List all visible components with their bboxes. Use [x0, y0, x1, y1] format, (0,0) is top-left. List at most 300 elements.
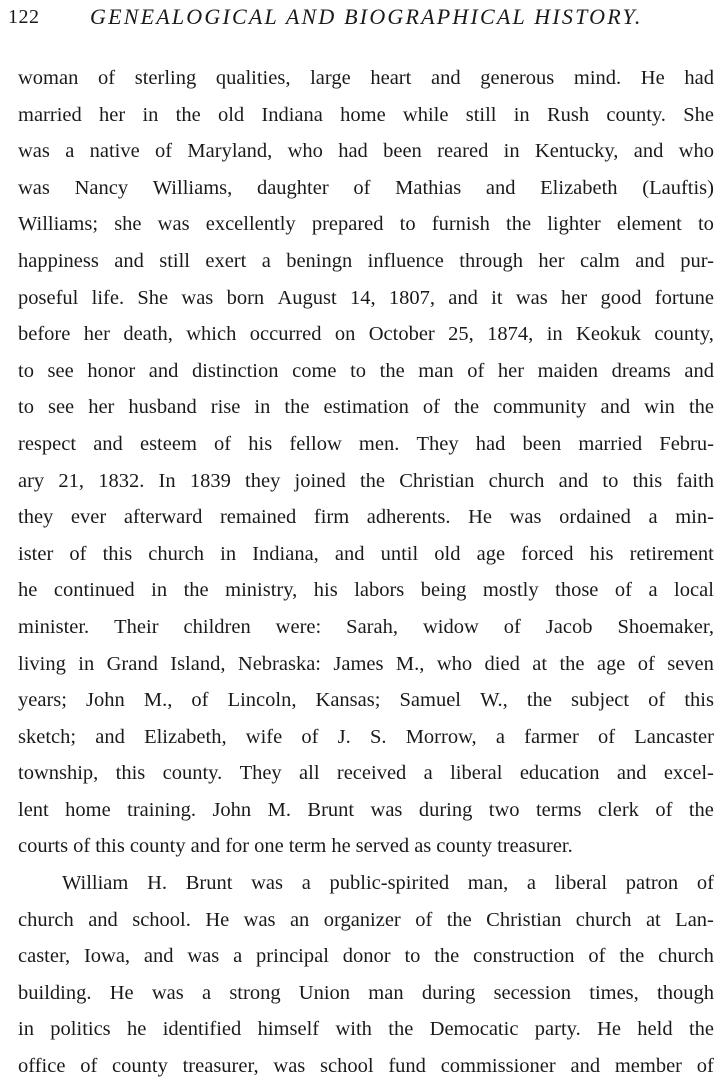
word: was: [187, 945, 220, 968]
text-line: [18, 975, 714, 1012]
word: He: [205, 908, 230, 931]
text-line: [18, 938, 714, 975]
word: local: [674, 579, 714, 602]
text-line: [18, 316, 714, 353]
word: married: [18, 103, 82, 126]
word: public-spirited: [329, 872, 450, 895]
word: a: [648, 506, 658, 529]
word: S.: [369, 725, 387, 748]
word: Brunt: [307, 798, 355, 821]
word: and: [633, 140, 664, 163]
word: Island,: [170, 652, 226, 675]
word: Elizabeth,: [144, 725, 227, 748]
text-line: [18, 792, 714, 829]
word: this: [632, 469, 663, 492]
word: August: [277, 286, 337, 309]
word: W.,: [480, 689, 508, 712]
word: labors: [354, 579, 405, 602]
word: woman: [18, 67, 79, 89]
word: county: [112, 1055, 168, 1078]
word: they: [245, 469, 281, 492]
text-line: [18, 133, 714, 170]
word: They: [416, 432, 459, 455]
word: Indiana: [261, 103, 323, 126]
text-line: [18, 719, 714, 756]
word: ministry,: [225, 579, 298, 602]
word: church: [658, 945, 714, 968]
word: distinction: [191, 359, 279, 382]
word: and: [600, 396, 631, 419]
word: the: [506, 213, 532, 236]
word: Maryland,: [187, 140, 273, 163]
word: in: [546, 323, 563, 346]
word: age: [596, 652, 626, 675]
word: her: [497, 359, 525, 382]
word: M.,: [395, 652, 425, 675]
word: and: [334, 542, 365, 565]
word: his: [589, 542, 614, 565]
word: of: [588, 945, 606, 968]
word: a: [301, 872, 311, 895]
word: 1839: [189, 469, 231, 492]
word: in: [151, 579, 168, 602]
word: Union: [298, 981, 351, 1004]
word: 1832.: [98, 469, 145, 492]
word: He: [109, 981, 134, 1004]
text-line: [18, 389, 714, 426]
word: to: [18, 359, 34, 382]
word: of: [69, 542, 87, 565]
word: Lan-: [675, 908, 714, 931]
word: his: [248, 432, 273, 455]
word: received: [336, 762, 407, 785]
word: of: [696, 1055, 714, 1078]
word: men.: [358, 432, 400, 455]
word: ever: [70, 506, 107, 529]
word: she: [114, 213, 142, 236]
word: Their: [114, 615, 159, 638]
word: of: [655, 798, 673, 821]
word: years;: [18, 689, 67, 712]
word: were:: [275, 615, 322, 638]
word: who: [678, 140, 714, 163]
word: born: [226, 286, 265, 309]
word: a: [65, 140, 75, 163]
word: the: [688, 1018, 714, 1041]
word: and: [114, 249, 144, 272]
word: married: [578, 432, 643, 455]
text-line: [18, 1048, 714, 1085]
word: still: [465, 103, 497, 126]
word: terms: [535, 798, 582, 821]
word: organizer: [323, 908, 401, 931]
word: this: [684, 689, 714, 712]
word: remained: [219, 506, 297, 529]
word: October: [368, 323, 435, 346]
text-line: [18, 97, 714, 134]
word: and: [95, 725, 125, 748]
word: and: [148, 359, 179, 382]
word: M.: [267, 798, 291, 821]
word: Shoemaker,: [617, 615, 714, 638]
word: man,: [467, 872, 509, 895]
text-line: [18, 353, 714, 390]
text-line: [18, 828, 714, 865]
text-line: [18, 426, 714, 463]
word: firm: [313, 506, 350, 529]
word: Nebraska:: [237, 652, 321, 675]
text-line: [18, 646, 714, 683]
word: husband: [128, 396, 197, 419]
word: county.: [606, 103, 666, 126]
word: Nancy: [74, 176, 129, 199]
text-line: [18, 902, 714, 939]
word: this: [115, 762, 146, 785]
word: those: [555, 579, 599, 602]
word: to: [602, 469, 619, 492]
word: church: [148, 542, 205, 565]
word: Kentucky,: [534, 140, 619, 163]
word: been: [522, 432, 562, 455]
word: sterling: [134, 67, 197, 89]
word: was: [18, 140, 50, 163]
word: held: [637, 1018, 673, 1041]
word: in: [220, 542, 237, 565]
word: and: [93, 432, 123, 455]
word: James: [333, 652, 384, 675]
word: wife: [245, 725, 283, 748]
word: her: [83, 323, 110, 346]
word: man: [368, 981, 404, 1004]
word: old: [434, 542, 461, 565]
word: and: [558, 469, 589, 492]
word: school.: [132, 908, 191, 931]
word: of: [98, 67, 116, 89]
word: min-: [675, 506, 714, 529]
running-title: GENEALOGICAL AND BIOGRAPHICAL HISTORY.: [90, 4, 643, 29]
word: of: [301, 725, 319, 748]
word: joined: [294, 469, 346, 492]
word: and: [430, 67, 461, 89]
word: still: [159, 249, 190, 272]
word: H.: [147, 872, 167, 895]
word: 1874,: [487, 323, 534, 346]
word: daughter: [256, 176, 329, 199]
word: Mathias: [395, 176, 462, 199]
word: at: [645, 908, 661, 931]
word: her: [538, 249, 565, 272]
word: retirement: [629, 542, 714, 565]
word: She: [137, 286, 169, 309]
word: on: [334, 323, 356, 346]
word: had: [338, 140, 368, 163]
word: living: [18, 652, 66, 675]
word: and: [616, 762, 647, 785]
word: his: [313, 579, 338, 602]
word: continued: [53, 579, 135, 602]
word: in: [142, 103, 159, 126]
word: courts: [18, 835, 69, 858]
text-line: [18, 609, 714, 646]
word: minister.: [18, 615, 90, 638]
word: in: [18, 1018, 34, 1041]
word: death,: [123, 323, 173, 346]
word: the: [688, 798, 714, 821]
word: construction: [473, 945, 575, 968]
word: He: [640, 67, 665, 89]
word: J.: [337, 725, 351, 748]
word: lent: [18, 798, 49, 821]
word: to: [18, 396, 34, 419]
body-text: [18, 60, 714, 1085]
word: of: [503, 615, 521, 638]
word: In: [158, 469, 176, 492]
word: and: [684, 359, 714, 382]
word: She: [683, 103, 714, 126]
word: though: [657, 981, 714, 1004]
word: life.: [91, 286, 125, 309]
word: caster,: [18, 945, 71, 968]
text-line: [18, 572, 714, 609]
word: clerk: [597, 798, 639, 821]
word: was: [509, 506, 542, 529]
word: and: [190, 835, 221, 858]
word: ister: [18, 542, 54, 565]
word: Jacob: [545, 615, 593, 638]
word: (Lauftis): [642, 176, 714, 199]
word: come: [292, 359, 337, 382]
word: through: [459, 249, 524, 272]
word: ordained: [559, 506, 631, 529]
word: party.: [534, 1018, 581, 1041]
word: an: [289, 908, 310, 931]
text-line: [18, 682, 714, 719]
word: mostly: [482, 579, 539, 602]
text-line: [18, 280, 714, 317]
page-header: [8, 4, 708, 34]
word: was: [251, 872, 283, 895]
text-line: [18, 536, 714, 573]
word: prepared: [311, 213, 384, 236]
word: farmer: [524, 725, 579, 748]
word: 14,: [349, 286, 376, 309]
word: fortune: [654, 286, 714, 309]
text-line: [18, 60, 714, 97]
word: county: [129, 835, 186, 858]
word: who: [436, 652, 473, 675]
word: school: [320, 1055, 374, 1078]
text-line: [18, 170, 714, 207]
word: been: [383, 140, 422, 163]
word: her: [88, 396, 115, 419]
word: served: [355, 835, 410, 858]
word: was: [370, 798, 403, 821]
word: during: [418, 798, 473, 821]
word: community: [493, 396, 587, 419]
word: the: [388, 1018, 414, 1041]
word: a: [495, 725, 505, 748]
word: township,: [18, 762, 99, 785]
word: a: [423, 762, 433, 785]
page-number: 122: [8, 6, 40, 28]
word: Kansas;: [315, 689, 381, 712]
word: treasurer.: [497, 835, 573, 858]
text-line: [18, 463, 714, 500]
text-line: [18, 1011, 714, 1048]
word: it: [491, 286, 503, 309]
word: Lancaster: [634, 725, 714, 748]
word: see: [47, 396, 75, 419]
word: county: [436, 835, 493, 858]
word: her: [99, 103, 126, 126]
word: ary: [18, 469, 45, 492]
word: for: [225, 835, 250, 858]
word: office: [18, 1055, 66, 1078]
word: had: [684, 67, 714, 89]
word: poseful: [18, 286, 79, 309]
text-line: [18, 865, 714, 902]
word: afterward: [123, 506, 203, 529]
word: Febru-: [659, 432, 714, 455]
word: Iowa,: [83, 945, 131, 968]
word: fellow: [289, 432, 342, 455]
word: he: [331, 835, 351, 858]
word: 25,: [448, 323, 474, 346]
word: while: [402, 103, 449, 126]
word: a: [526, 872, 537, 895]
text-line: [18, 499, 714, 536]
word: two: [488, 798, 520, 821]
word: of: [155, 140, 173, 163]
word: and: [143, 945, 174, 968]
word: of: [191, 689, 209, 712]
word: this: [95, 835, 125, 858]
word: member: [614, 1055, 683, 1078]
word: in: [513, 103, 530, 126]
word: fund: [388, 1055, 426, 1078]
word: maiden: [537, 359, 598, 382]
word: until: [380, 542, 419, 565]
word: Sarah,: [346, 615, 398, 638]
word: term: [288, 835, 327, 858]
word: He: [597, 1018, 621, 1041]
word: esteem: [139, 432, 197, 455]
word: which: [186, 323, 237, 346]
word: the: [619, 945, 645, 968]
word: in: [78, 652, 95, 675]
word: county,: [654, 323, 714, 346]
word: church: [575, 908, 632, 931]
word: was: [243, 908, 276, 931]
word: furnish: [431, 213, 490, 236]
word: with: [335, 1018, 372, 1041]
word: donor: [342, 945, 391, 968]
word: and: [88, 908, 118, 931]
word: building.: [18, 981, 92, 1004]
word: and: [570, 1055, 601, 1078]
word: the: [559, 652, 585, 675]
word: the: [434, 945, 460, 968]
word: of: [73, 835, 91, 858]
text-line: [18, 206, 714, 243]
word: principal: [256, 945, 329, 968]
word: he: [18, 579, 38, 602]
word: and: [448, 286, 478, 309]
word: and: [635, 249, 665, 272]
word: 21,: [58, 469, 85, 492]
word: the: [359, 469, 386, 492]
word: age: [476, 542, 506, 565]
word: the: [688, 396, 714, 419]
word: before: [18, 323, 71, 346]
word: win: [644, 396, 675, 419]
word: heart: [370, 67, 412, 89]
word: being: [420, 579, 467, 602]
word: occurred: [249, 323, 322, 346]
word: was: [515, 286, 548, 309]
word: one: [254, 835, 284, 858]
word: politics: [50, 1018, 111, 1041]
word: of: [415, 908, 433, 931]
word: Brunt: [185, 872, 233, 895]
word: M.,: [143, 689, 173, 712]
word: to: [697, 213, 714, 236]
word: influence: [367, 249, 444, 272]
word: liberal: [450, 762, 503, 785]
word: Elizabeth: [540, 176, 618, 199]
word: children: [183, 615, 251, 638]
text-line: [18, 755, 714, 792]
word: Rush: [546, 103, 590, 126]
word: subject: [571, 689, 630, 712]
word: a: [233, 945, 243, 968]
word: to: [399, 213, 416, 236]
word: strong: [229, 981, 281, 1004]
word: was: [181, 286, 214, 309]
word: education: [519, 762, 600, 785]
word: beningn: [286, 249, 353, 272]
word: excel-: [663, 762, 714, 785]
word: and: [485, 176, 516, 199]
word: identified: [162, 1018, 242, 1041]
word: of: [696, 872, 714, 895]
word: a: [261, 249, 271, 272]
word: church: [18, 908, 74, 931]
word: in: [503, 140, 520, 163]
word: pur-: [680, 249, 714, 272]
word: at: [532, 652, 548, 675]
word: Morrow,: [405, 725, 477, 748]
word: himself: [257, 1018, 320, 1041]
word: to: [404, 945, 421, 968]
word: of: [648, 689, 666, 712]
word: see: [47, 359, 74, 382]
word: adherents.: [366, 506, 451, 529]
word: widow: [422, 615, 479, 638]
word: the: [284, 396, 310, 419]
word: home: [65, 798, 111, 821]
word: the: [526, 689, 552, 712]
word: he: [127, 1018, 147, 1041]
word: native: [89, 140, 140, 163]
word: had: [475, 432, 506, 455]
word: treasurer,: [182, 1055, 259, 1078]
word: excellently: [205, 213, 296, 236]
word: man: [418, 359, 454, 382]
word: was: [273, 1055, 306, 1078]
word: dreams: [611, 359, 671, 382]
word: as: [414, 835, 432, 858]
